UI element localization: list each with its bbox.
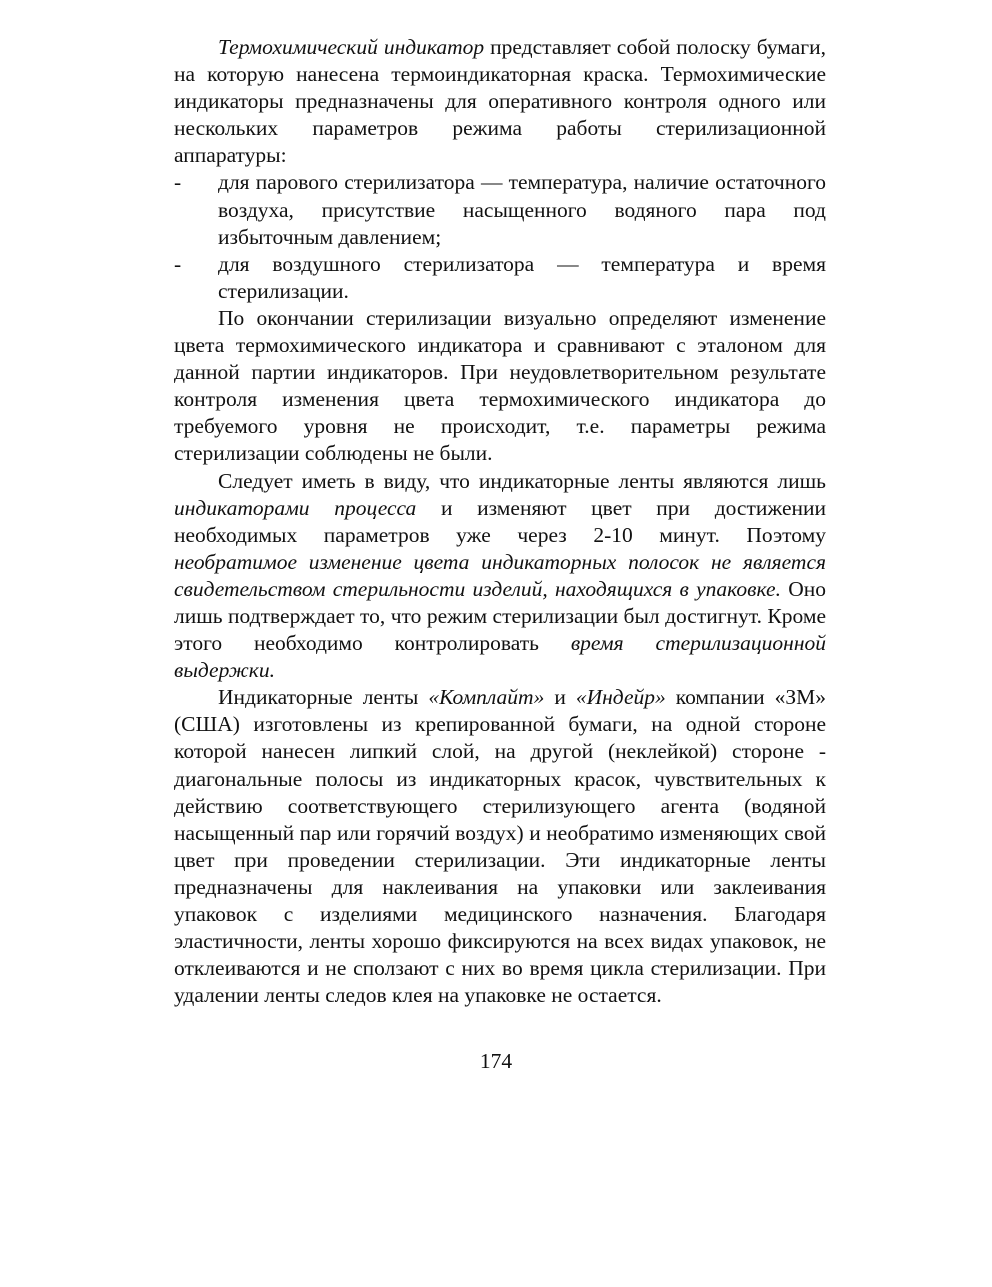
emphasis-sterility-warning: необратимое изменение цвета индикаторных полосок не является свидетельством стерильности изделий, находящихся в упаковке.: [174, 549, 826, 601]
list-dash: -: [174, 251, 182, 276]
paragraph-text: Индикаторные ленты: [218, 685, 429, 710]
page-number: 174: [479, 1049, 513, 1073]
product-name-complight: «Комплайт»: [428, 685, 545, 710]
list-item-air-sterilizer: [174, 251, 826, 305]
paragraph-text: Следует иметь в виду, что индикаторные ленты являются лишь: [218, 468, 826, 493]
paragraph-text: представляет собой полоску бумаги, на которую нанесена термоиндикаторная краска. Термохимические индикаторы предназначены для оперативного контроля одного или нескольких параметров режима работы стерилизационной аппаратуры:: [174, 35, 826, 168]
list-item-steam-sterilizer: [174, 169, 826, 250]
paragraph-visual-check: [174, 305, 826, 468]
emphasis-process-indicators: индикаторами процесса: [174, 495, 417, 520]
paragraph-text: Оно лишь подтверждает то, что режим стерилизации был достигнут. Кроме этого необходимо контролировать: [174, 576, 826, 656]
paragraph-text: компании «ЗМ» (США) изготовлены из крепированной бумаги, на одной стороне которой нанесен липкий слой, на другой (неклейкой) стороне - диагональные полосы из индикаторных красок, чувствительных к действию соответствующего стерилизующего агента (водяной насыщенный пар или горячий воздух) и необратимо изменяющих свой цвет при проведении стерилизации. Эти индикаторные ленты предназначены для наклеивания на упаковки или заклеивания упаковок с изделиями медицинского назначения. Благодаря эластичности, ленты хорошо фиксируются на всех видах упаковок, не отклеиваются и не сползают с них во время цикла стерилизации. При удалении ленты следов клея на упаковке не остается.: [174, 685, 826, 1008]
parameter-list: [174, 169, 826, 304]
paragraph-text: и изменяют цвет при достижении необходимых параметров уже через 2-10 минут. Поэтому: [174, 495, 827, 547]
product-name-indair: «Индейр»: [575, 685, 666, 710]
paragraph-process-indicators: [174, 468, 826, 685]
term-thermochemical-indicator: Термохимический индикатор: [218, 35, 485, 59]
page-body: [174, 34, 826, 1009]
paragraph-text: По окончании стерилизации визуально определяют изменение цвета термохимического индикатора и сравнивают с эталоном для данной партии индикаторов. При неудовлетворительном результате контроля изменения цвета термохимического индикатора до требуемого уровня не происходит, т.е. параметры режима стерилизации соблюдены не были.: [174, 305, 826, 466]
emphasis-exposure-time: время стерилизационной выдержки.: [174, 631, 826, 683]
paragraph-text: и: [544, 685, 576, 710]
list-item-text: для парового стерилизатора — температура, наличие остаточного воздуха, присутствие насыщенного водяного пара под избыточным давлением;: [218, 170, 826, 249]
paragraph-indicator-tapes: [174, 684, 826, 1009]
paragraph-thermochemical-indicator: [174, 34, 826, 169]
list-dash: -: [174, 170, 182, 195]
list-item-text: для воздушного стерилизатора — температура и время стерилизации.: [218, 251, 826, 303]
